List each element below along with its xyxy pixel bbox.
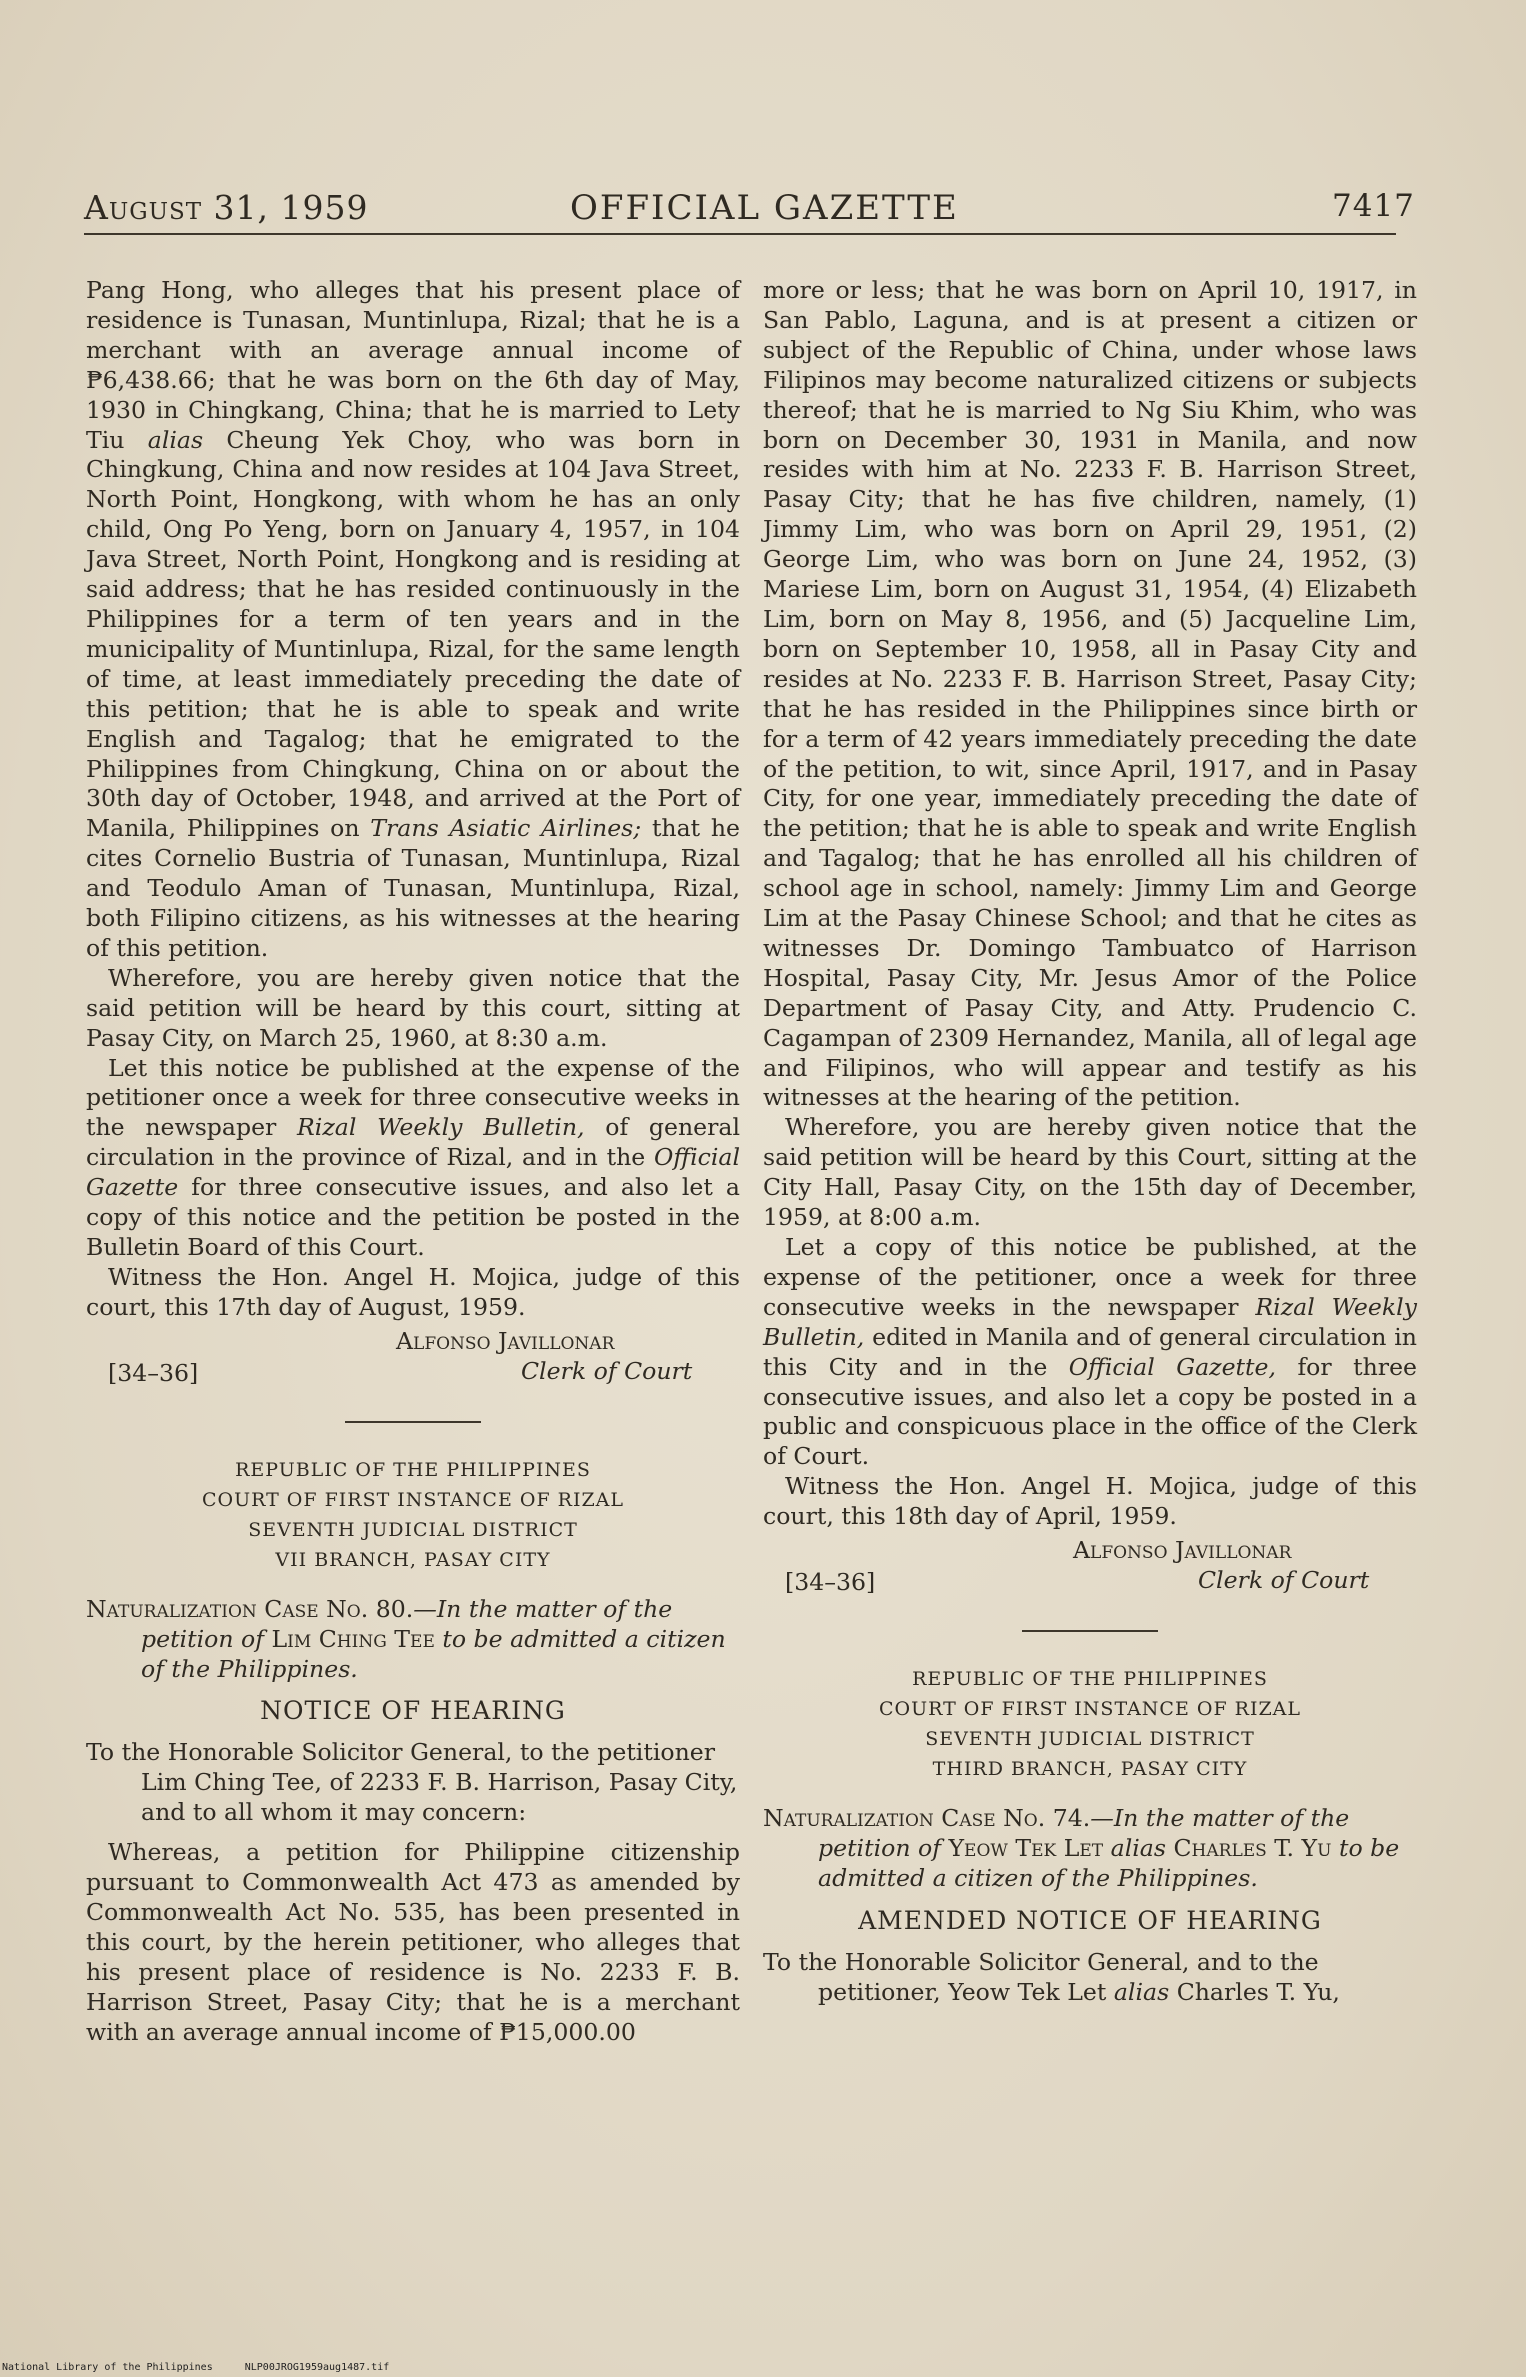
left-paragraph-4: Witness the Hon. Angel H. Mojica, judge of this court, this 17th day of August, 1959. (86, 1262, 740, 1321)
clerk-name: Alfonso Javillonar (396, 1326, 615, 1355)
clerk-title: Clerk of Court (1198, 1566, 1370, 1595)
notice-addressee: To the Honorable Solicitor General, and to the petitioner, Yeow Tek Let alias Charles T. Yu, (763, 1947, 1340, 2006)
left-signature (86, 1327, 740, 1387)
case-title: Naturalization Case No. 80.—In the matter of the petition of Lim Ching Tee to be admitted a citizen of the Philippines. (86, 1594, 726, 1683)
left-paragraph-1: Pang Hong, who alleges that his present place of residence is Tunasan, Muntinlupa, Rizal; that he is a merchant with an average annual income of ₱6,438.66; that he was born on the 6th day of May, 1930 in Chingkang, China; that he is married to Lety Tiu alias Cheung Yek Choy, who was born in Chingkung, China and now resides at 104 Java Street, North Point, Hongkong, with whom he has an only child, Ong Po Yeng, born on January 4, 1957, in 104 Java Street, North Point, Hongkong and is residing at said address; that he has resided continuously in the Philippines for a term of ten years and in the municipality of Muntinlupa, Rizal, for the same length of time, at least immediately preceding the date of this petition; that he is able to speak and write English and Tagalog; that he emigrated to the Philippines from Chingkung, China on or about the 30th day of October, 1948, and arrived at the Port of Manila, Philippines on Trans Asiatic Airlines; that he cites Cornelio Bustria of Tunasan, Muntinlupa, Rizal and Teodulo Aman of Tunasan, Muntinlupa, Rizal, both Filipino citizens, as his witnesses at the hearing of this petition. (86, 276, 741, 962)
left-paragraph-3: Let this notice be published at the expense of the petitioner once a week for three consecutive weeks in the newspaper Rizal Weekly Bulletin, of general circulation in the province of Rizal, and in the Official Gazette for three consecutive issues, and also let a copy of this notice and the petition be posted in the Bulletin Board of this Court. (86, 1053, 741, 1261)
section-divider (345, 1421, 481, 1423)
issue-reference: [34–36] (785, 1568, 876, 1597)
right-column (763, 276, 1417, 2018)
header-date: August 31, 1959 (84, 188, 369, 227)
case-title: Naturalization Case No. 74.—In the matter of the petition of Yeow Tek Let alias Charles T. Yu to be admitted a citizen of the Philippines. (763, 1804, 1400, 1892)
header-title: OFFICIAL GAZETTE (570, 188, 959, 228)
notice-title: AMENDED NOTICE OF HEARING (858, 1905, 1322, 1935)
clerk-title: Clerk of Court (521, 1356, 693, 1385)
left-paragraph-5: Whereas, a petition for Philippine citizenship pursuant to Commonwealth Act 473 as amended by Commonwealth Act No. 535, has been presented in this court, by the herein petitioner, who alleges that his present place of residence is No. 2233 F. B. Harrison Street, Pasay City; that he is a merchant with an average annual income of ₱15,000.00 (86, 1838, 740, 2046)
header-page-number: 7417 (1332, 188, 1415, 224)
scan-filename: NLP00JROG1959aug1487.tif (244, 2362, 390, 2373)
header-rule (84, 233, 1396, 235)
notice-title: NOTICE OF HEARING (260, 1696, 566, 1726)
issue-reference: [34–36] (108, 1358, 199, 1387)
left-paragraph-2: Wherefore, you are hereby given notice that the said petition will be heard by this court, sitting at Pasay City, on March 25, 1960, at 8:30 a.m. (86, 963, 740, 1052)
right-signature (763, 1536, 1417, 1596)
right-paragraph-4: Witness the Hon. Angel H. Mojica, judge of this court, this 18th day of April, 1959. (763, 1472, 1417, 1531)
right-paragraph-3: Let a copy of this notice be published, at the expense of the petitioner, once a week for three consecutive weeks in the newspaper Rizal Weekly Bulletin, edited in Manila and of general circulation in this City and in the Official Gazette, for three consecutive issues, and also let a copy be posted in a public and conspicuous place in the office of the Clerk of Court. (763, 1233, 1418, 1471)
library-credit: National Library of the Philippines (2, 2362, 213, 2373)
notice-addressee: To the Honorable Solicitor General, to the petitioner Lim Ching Tee, of 2233 F. B. Harrison, Pasay City, and to all whom it may concern: (86, 1738, 738, 1827)
court-heading: REPUBLIC OF THE PHILIPPINES COURT OF FIRST INSTANCE OF RIZAL SEVENTH JUDICIAL DISTRICT VII BRANCH, PASAY CITY (201, 1458, 625, 1571)
right-paragraph-2: Wherefore, you are hereby given notice that the said petition will be heard by this Court, sitting at the City Hall, Pasay City, on the 15th day of December, 1959, at 8:00 a.m. (763, 1113, 1417, 1232)
left-column (86, 276, 740, 2047)
right-paragraph-1: more or less; that he was born on April 10, 1917, in San Pablo, Laguna, and is at present a citizen or subject of the Republic of China, under whose laws Filipinos may become naturalized citizens or subjects thereof; that he is married to Ng Siu Khim, who was born on December 30, 1931 in Manila, and now resides with him at No. 2233 F. B. Harrison Street, Pasay City; that he has five children, namely, (1) Jimmy Lim, who was born on April 29, 1951, (2) George Lim, who was born on June 24, 1952, (3) Mariese Lim, born on August 31, 1954, (4) Elizabeth Lim, born on May 8, 1956, and (5) Jacqueline Lim, born on September 10, 1958, all in Pasay City and resides at No. 2233 F. B. Harrison Street, Pasay City; that he has resided in the Philippines since birth or for a term of 42 years immediately preceding the date of the petition, to wit, since April, 1917, and in Pasay City, for one year, immediately preceding the date of the petition; that he is able to speak and write English and Tagalog; that he has enrolled all his children of school age in school, namely: Jimmy Lim and George Lim at the Pasay Chinese School; and that he cites as witnesses Dr. Domingo Tambuatco of Harrison Hospital, Pasay City, Mr. Jesus Amor of the Police Department of Pasay City, and Atty. Prudencio C. Cagampan of 2309 Hernandez, Manila, all of legal age and Filipinos, who will appear and testify as his witnesses at the hearing of the petition. (763, 276, 1417, 1112)
clerk-name: Alfonso Javillonar (1073, 1536, 1292, 1565)
court-heading: REPUBLIC OF THE PHILIPPINES COURT OF FIRST INSTANCE OF RIZAL SEVENTH JUDICIAL DISTRICT THIRD BRANCH, PASAY CITY (878, 1668, 1302, 1781)
section-divider (1022, 1630, 1158, 1632)
scan-footer (2, 2362, 415, 2373)
